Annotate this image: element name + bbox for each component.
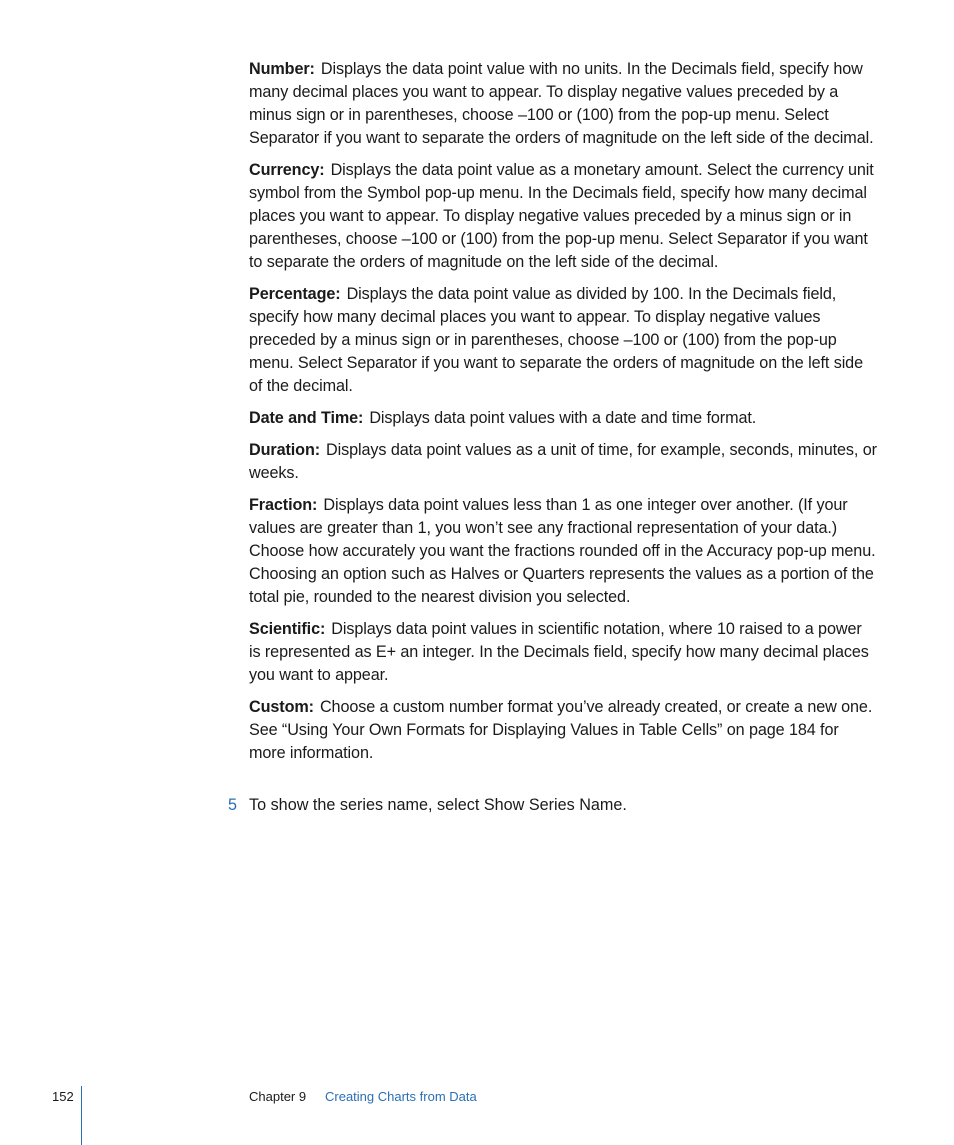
step-item xyxy=(228,794,877,817)
definition-list xyxy=(249,58,877,774)
entry-scientific xyxy=(249,618,877,687)
entry-term: Scientific: xyxy=(249,620,326,638)
entry-custom xyxy=(249,696,877,765)
footer-divider xyxy=(81,1086,82,1145)
entry-text: Displays the data point value as divided by 100. In the Decimals field, specify how many decimal places you want to appear. To display negative values preceded by a minus sign or in parentheses, choose –100 or (100) from the pop-up menu. Select Separator if you want to separate the orders of magnitude on the left side of the decimal. xyxy=(249,285,863,395)
entry-fraction xyxy=(249,494,877,609)
entry-text: Displays data point values in scientific notation, where 10 raised to a power is represented as E+ an integer. In the Decimals field, specify how many decimal places you want to appear. xyxy=(249,620,869,684)
entry-duration xyxy=(249,439,877,485)
step-number: 5 xyxy=(228,796,238,814)
entry-term: Fraction: xyxy=(249,496,318,514)
step-text: To show the series name, select Show Series Name. xyxy=(249,796,627,814)
entry-date-and-time xyxy=(249,407,877,430)
entry-term: Duration: xyxy=(249,441,321,459)
chapter-label: Chapter 9 xyxy=(249,1089,307,1104)
entry-term: Date and Time: xyxy=(249,409,364,427)
entry-text: Displays data point values less than 1 as one integer over another. (If your values are greater than 1, you won’t see any fractional representation of your data.) Choose how accurately you want the fractions rounded off in the Accuracy pop-up menu. Choosing an option such as Halves or Quarters represents the values as a portion of the total pie, rounded to the nearest division you selected. xyxy=(249,496,876,606)
entry-text: Displays the data point value as a monetary amount. Select the currency unit symbol from the Symbol pop-up menu. In the Decimals field, specify how many decimal places you want to appear. To display negative values preceded by a minus sign or in parentheses, choose –100 or (100) from the pop-up menu. Select Separator if you want to separate the orders of magnitude on the left side of the decimal. xyxy=(249,161,874,271)
entry-number xyxy=(249,58,877,150)
entry-text: Displays the data point value with no units. In the Decimals field, specify how many decimal places you want to appear. To display negative values preceded by a minus sign or in parentheses, choose –100 or (100) from the pop-up menu. Select Separator if you want to separate the orders of magnitude on the left side of the decimal. xyxy=(249,60,874,147)
entry-term: Number: xyxy=(249,60,315,78)
entry-currency xyxy=(249,159,877,274)
entry-term: Percentage: xyxy=(249,285,341,303)
entry-percentage xyxy=(249,283,877,398)
entry-text: Choose a custom number format you’ve already created, or create a new one. See “Using Your Own Formats for Displaying Values in Table Cells” on page 184 for more information. xyxy=(249,698,873,762)
chapter-title-link[interactable]: Creating Charts from Data xyxy=(325,1089,477,1104)
entry-term: Custom: xyxy=(249,698,314,716)
entry-text: Displays data point values with a date and time format. xyxy=(369,409,757,427)
page-number: 152 xyxy=(52,1089,74,1104)
entry-text: Displays data point values as a unit of time, for example, seconds, minutes, or weeks. xyxy=(249,441,877,482)
entry-term: Currency: xyxy=(249,161,325,179)
